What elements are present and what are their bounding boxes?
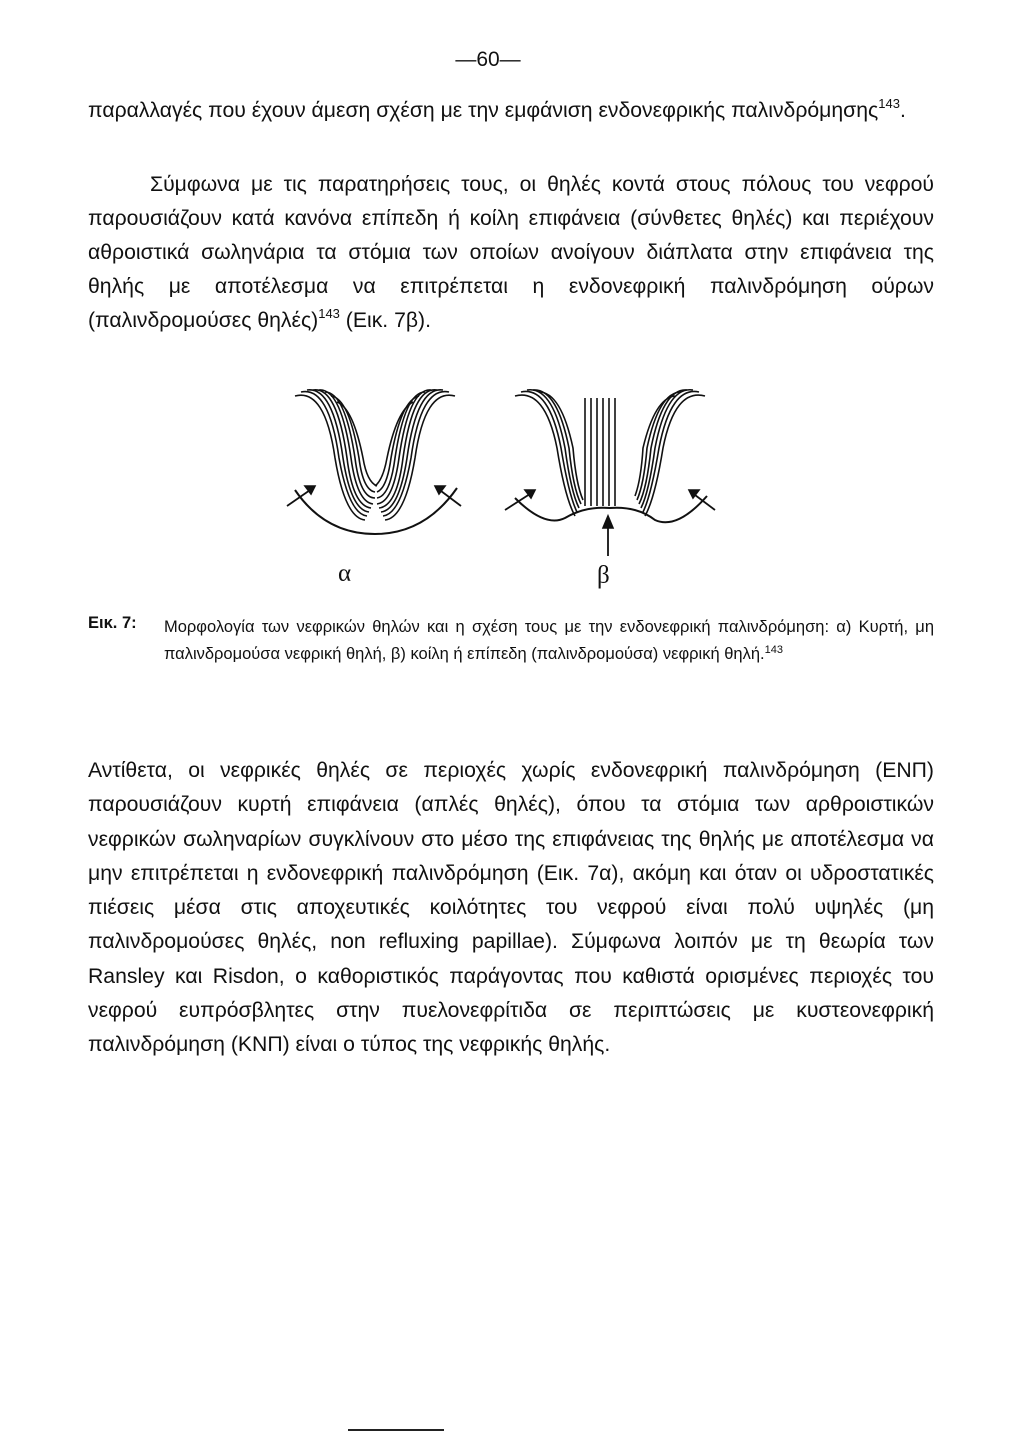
reference-143: 143 [878, 96, 900, 111]
paragraph-2-text: Σύμφωνα με τις παρατηρήσεις τους, οι θηλές κοντά στους πόλους του νεφρού παρουσιάζουν κατά κανόνα επίπεδη ή κοίλη επιφάνεια (σύνθετες θηλές) και περιέχουν αθροιστικά σωληνάρια τα στόμια των οποίων ανοίγουν διάπλατα στην επιφάνεια της θηλής με αποτέλεσμα να επιτρέπεται η ενδονεφρική παλινδρόμηση ούρων (παλινδρομούσες θηλές) [88, 173, 934, 333]
footer-rule [348, 1429, 444, 1431]
figure-label-b: β [597, 562, 610, 589]
figure-caption [164, 614, 934, 667]
paragraph-3: Αντίθετα, οι νεφρικές θηλές σε περιοχές χωρίς ενδονεφρική παλινδρόμηση (ΕΝΠ) παρουσιάζουν κυρτή επιφάνεια (απλές θηλές), όπου τα στόμια των αρθροιστικών νεφρικών σωληναρίων συγκλίνουν στο μέσο της επιφάνειας της θηλής με αποτέλεσμα να μην επιτρέπεται η ενδονεφρική παλινδρόμηση (Εικ. 7α), ακόμη και όταν οι υδροστατικές πιέσεις μέσα στις αποχευτικές κοιλότητες του νεφρού είναι πολύ υψηλές (μη παλινδρομούσες θηλές, non refluxing papillae). Σύμφωνα λοιπόν με τη θεωρία των Ransley και Risdon, ο καθοριστικός παράγοντας που καθιστά ορισμένες περιοχές του νεφρού ευπρόσβλητες στην πυελονεφρίτιδα σε περιπτώσεις με κυστεονεφρική παλινδρόμηση (ΚΝΠ) είναι ο τύπος της νεφρικής θηλής. [88, 759, 934, 1057]
paragraph-2 [88, 168, 934, 338]
convex-papilla-drawing [287, 390, 461, 534]
reference-143: 143 [318, 306, 340, 322]
reference-143: 143 [764, 643, 783, 656]
paragraph-1 [88, 94, 934, 128]
figure-caption-label: Εικ. 7: [88, 614, 137, 632]
paragraph-1-end: . [899, 99, 906, 122]
figure-label-a: α [338, 560, 352, 587]
concave-papilla-drawing [505, 390, 715, 556]
page-number: —60— [455, 48, 521, 71]
paragraph-2-end: (Εικ. 7β). [339, 309, 431, 333]
figure-caption-text: Μορφολογία των νεφρικών θηλών και η σχέση τους με την ενδονεφρική παλινδρόμηση: α) Κυρτή, μη παλινδρομούσα νεφρική θηλή, β) κοίλη ή επίπεδη (παλινδρομούσα) νεφρική θηλή. [164, 618, 934, 663]
paragraph-1-text: παραλλαγές που έχουν άμεση σχέση με την εμφάνιση ενδονεφρικής παλινδρόμησης [88, 99, 879, 122]
